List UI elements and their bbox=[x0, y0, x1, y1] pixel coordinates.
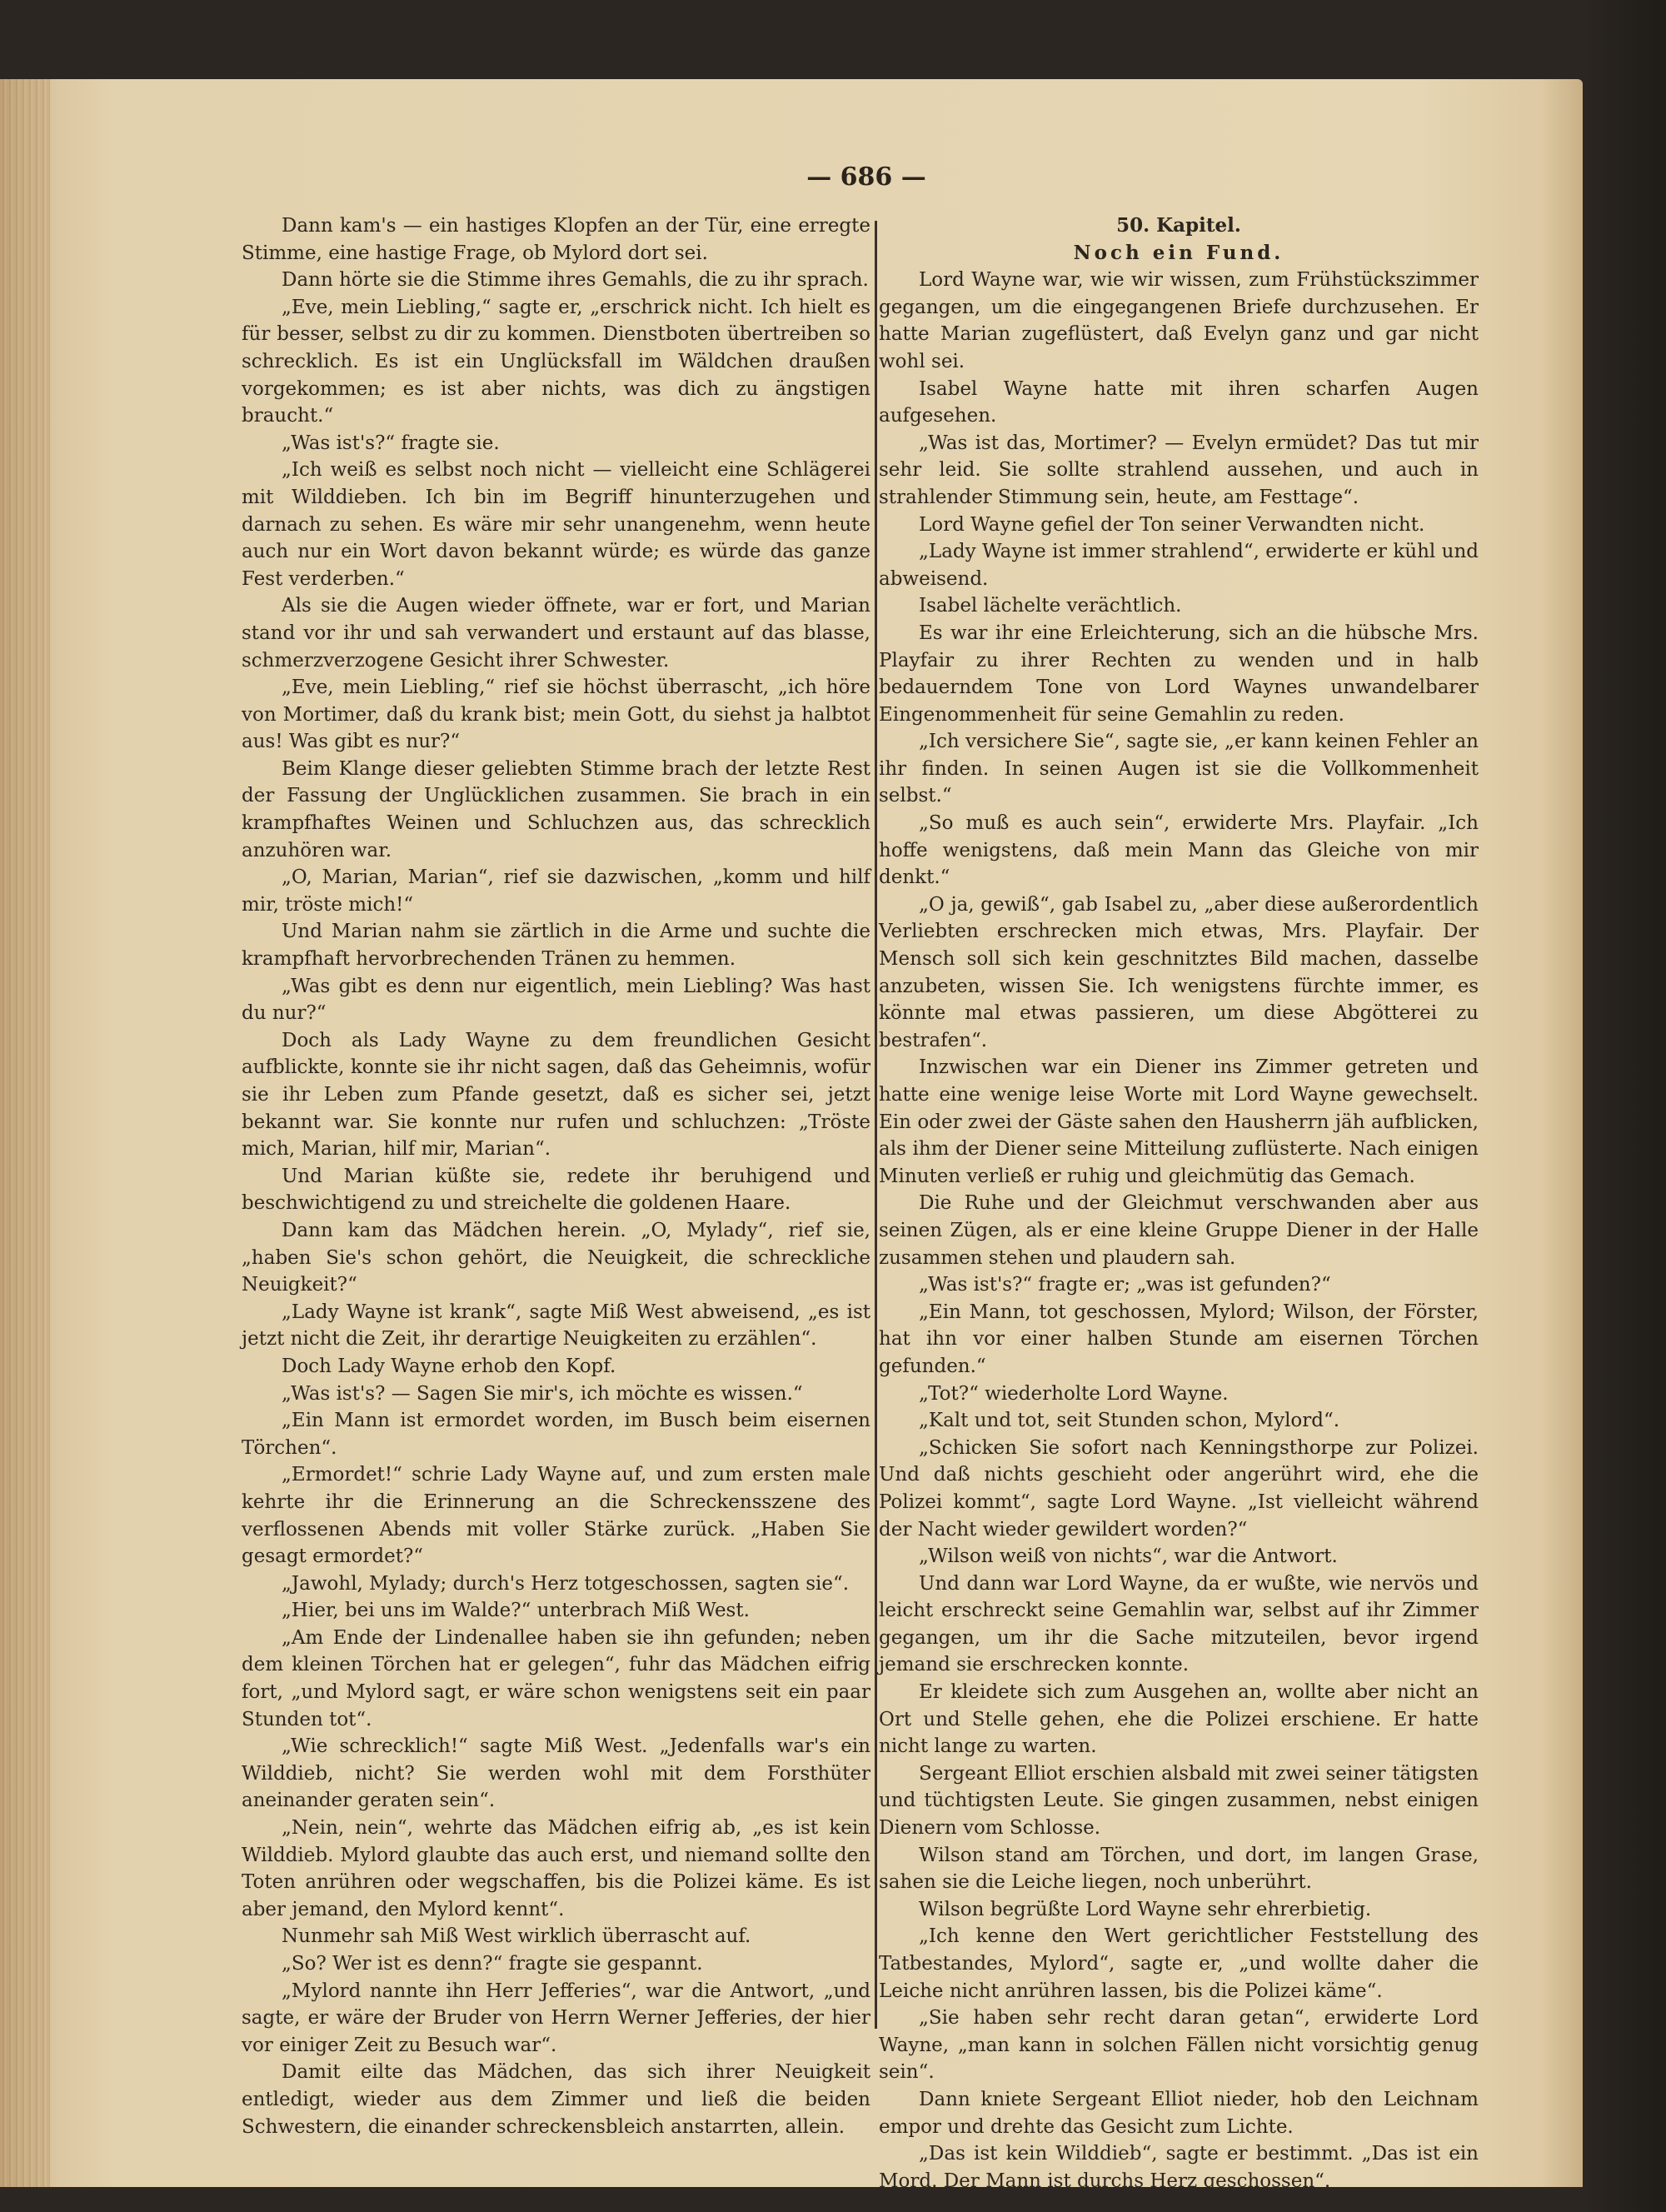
paragraph: „O ja, gewiß“, gab Isabel zu, „aber diese außerordentlich Verliebten erschrecken mich etwas, Mrs. Playfair. Der Mensch soll sich kein geschnitztes Bild machen, dasselbe anzubeten, wissen Sie. Ich wenigstens fürchte immer, es könnte mal etwas passieren, um diese Abgötterei zu bestrafen“. bbox=[879, 893, 1479, 1051]
paragraph: Und Marian nahm sie zärtlich in die Arme und suchte die krampfhaft hervorbrechenden Tränen zu hemmen. bbox=[242, 921, 870, 971]
chapter-number: 50. Kapitel. bbox=[1116, 214, 1241, 237]
paragraph: „Was ist's?“ fragte er; „was ist gefunden?“ bbox=[919, 1274, 1331, 1296]
paragraph: Beim Klange dieser geliebten Stimme brach der letzte Rest der Fassung der Unglücklichen zusammen. Sie brach in ein krampfhaftes Weinen und Schluchzen aus, das schrecklich anzuhören war. bbox=[242, 757, 870, 861]
paragraph: „O, Marian, Marian“, rief sie dazwischen, „komm und hilf mir, tröste mich!“ bbox=[242, 866, 870, 916]
paragraph: Dann hörte sie die Stimme ihres Gemahls, die zu ihr sprach. bbox=[282, 269, 869, 292]
paragraph: Und dann war Lord Wayne, da er wußte, wie nervös und leicht erschreckt seine Gemahlin war, selbst auf ihr Zimmer gegangen, um ihr die Sache mitzuteilen, bevor irgend jemand sie erschrecken konnte. bbox=[879, 1572, 1479, 1676]
paragraph: „Ich weiß es selbst noch nicht — vielleicht eine Schlägerei mit Wilddieben. Ich bin im Begriff hinunterzugehen und darnach zu sehen. Es wäre mir sehr unangenehm, wenn heute auch nur ein Wort davon bekannt würde; es würde das ganze Fest verderben.“ bbox=[242, 459, 870, 590]
paragraph: „Am Ende der Lindenallee haben sie ihn gefunden; neben dem kleinen Törchen hat er gelegen“, fuhr das Mädchen eifrig fort, „und Mylord sagt, er wäre schon wenigstens seit ein paar Stunden tot“. bbox=[242, 1626, 870, 1730]
paragraph: „Ich kenne den Wert gerichtlicher Feststellung des Tatbestandes, Mylord“, sagte er, „und wollte daher die Leiche nicht anrühren lassen, bis die Polizei käme“. bbox=[879, 1925, 1479, 2002]
paragraph: Dann kniete Sergeant Elliot nieder, hob den Leichnam empor und drehte das Gesicht zum Lichte. bbox=[879, 2088, 1479, 2138]
paragraph: „Das ist kein Wilddieb“, sagte er bestimmt. „Das ist ein Mord. Der Mann ist durchs Herz geschossen“. bbox=[879, 2143, 1479, 2192]
paragraph: „Ermordet!“ schrie Lady Wayne auf, und zum ersten male kehrte ihr die Erinnerung an die Schreckensszene des verflossenen Abends mit voller Stärke zurück. „Haben Sie gesagt ermordet?“ bbox=[242, 1464, 870, 1568]
paragraph: Lord Wayne gefiel der Ton seiner Verwandten nicht. bbox=[919, 513, 1425, 536]
page-edges bbox=[0, 79, 50, 2187]
paragraph: „Was ist's?“ fragte sie. bbox=[282, 432, 500, 454]
paragraph: „Ich versichere Sie“, sagte sie, „er kann keinen Fehler an ihr finden. In seinen Augen ist sie die Vollkommenheit selbst.“ bbox=[879, 731, 1479, 807]
chapter-title: Noch ein Fund. bbox=[1073, 241, 1284, 264]
paragraph: Isabel lächelte verächtlich. bbox=[919, 595, 1182, 617]
paragraph: Und Marian küßte sie, redete ihr beruhigend und beschwichtigend zu und streichelte die goldenen Haare. bbox=[242, 1165, 870, 1215]
paragraph: „Sie haben sehr recht daran getan“, erwiderte Lord Wayne, „man kann in solchen Fällen nicht vorsichtig genug sein“. bbox=[879, 2007, 1479, 2084]
paragraph: „Wilson weiß von nichts“, war die Antwort. bbox=[919, 1545, 1338, 1568]
paragraph: „So muß es auch sein“, erwiderte Mrs. Playfair. „Ich hoffe wenigstens, daß mein Mann das Gleiche von mir denkt.“ bbox=[879, 812, 1479, 889]
paragraph: „Was ist's? — Sagen Sie mir's, ich möchte es wissen.“ bbox=[282, 1382, 803, 1405]
paragraph: „Ein Mann, tot geschossen, Mylord; Wilson, der Förster, hat ihn vor einer halben Stunde am eisernen Törchen gefunden.“ bbox=[879, 1301, 1479, 1377]
paragraph: Sergeant Elliot erschien alsbald mit zwei seiner tätigsten und tüchtigsten Leute. Sie gingen zusammen, nebst einigen Dienern vom Schlosse. bbox=[879, 1762, 1479, 1840]
paragraph: Die Ruhe und der Gleichmut verschwanden aber aus seinen Zügen, als er eine kleine Gruppe Diener in der Halle zusammen stehen und plaudern sah. bbox=[879, 1192, 1479, 1269]
paragraph: Damit eilte das Mädchen, das sich ihrer Neuigkeit entledigt, wieder aus dem Zimmer und ließ die beiden Schwestern, die einander schreckensbleich anstarrten, allein. bbox=[242, 2061, 870, 2138]
paragraph: Lord Wayne war, wie wir wissen, zum Frühstückszimmer gegangen, um die eingegangenen Briefe durchzusehen. Er hatte Marian zugeflüstert, daß Evelyn ganz und gar nicht wohl sei. bbox=[879, 269, 1479, 372]
paragraph: „Lady Wayne ist krank“, sagte Miß West abweisend, „es ist jetzt nicht die Zeit, ihr derartige Neuigkeiten zu erzählen“. bbox=[242, 1301, 870, 1351]
paragraph: Er kleidete sich zum Ausgehen an, wollte aber nicht an Ort und Stelle gehen, ehe die Polizei erschiene. Er hatte nicht lange zu warten. bbox=[879, 1681, 1479, 1758]
paragraph: „Tot?“ wiederholte Lord Wayne. bbox=[919, 1382, 1229, 1405]
paragraph: „Hier, bei uns im Walde?“ unterbrach Miß West. bbox=[282, 1600, 750, 1622]
paragraph: Wilson begrüßte Lord Wayne sehr ehrerbietig. bbox=[919, 1898, 1372, 1920]
paragraph: „Jawohl, Mylady; durch's Herz totgeschossen, sagten sie“. bbox=[282, 1572, 850, 1595]
paragraph: Dann kam das Mädchen herein. „O, Mylady“, rief sie, „haben Sie's schon gehört, die Neuigkeit, die schreckliche Neuigkeit?“ bbox=[242, 1219, 870, 1296]
page-number: — 686 — bbox=[806, 162, 926, 192]
paragraph: „Was ist das, Mortimer? — Evelyn ermüdet? Das tut mir sehr leid. Sie sollte strahlend aussehen, und auch in strahlender Stimmung sein, heute, am Festtage“. bbox=[879, 432, 1479, 508]
paragraph: Als sie die Augen wieder öffnete, war er fort, und Marian stand vor ihr und sah verwandert und erstaunt auf das blasse, schmerzverzogene Gesicht ihrer Schwester. bbox=[242, 595, 870, 672]
paragraph: Dann kam's — ein hastiges Klopfen an der Tür, eine erregte Stimme, eine hastige Frage, ob Mylord dort sei. bbox=[242, 215, 870, 264]
paragraph: „Mylord nannte ihn Herr Jefferies“, war die Antwort, „und sagte, er wäre der Bruder von Herrn Werner Jefferies, der hier vor einiger Zeit zu Besuch war“. bbox=[242, 1980, 870, 2056]
paragraph: Isabel Wayne hatte mit ihren scharfen Augen aufgesehen. bbox=[879, 377, 1479, 427]
paragraph: Es war ihr eine Erleichterung, sich an die hübsche Mrs. Playfair zu ihrer Rechten zu wenden und in halb bedauerndem Tone von Lord Waynes unwandelbarer Eingenommenheit für seine Gemahlin zu reden. bbox=[879, 622, 1479, 726]
paragraph: Doch Lady Wayne erhob den Kopf. bbox=[282, 1355, 616, 1377]
paragraph: Nunmehr sah Miß West wirklich überrascht auf. bbox=[282, 1925, 751, 1948]
paragraph: „Lady Wayne ist immer strahlend“, erwiderte er kühl und abweisend. bbox=[879, 541, 1479, 590]
paragraph: „Eve, mein Liebling,“ sagte er, „erschrick nicht. Ich hielt es für besser, selbst zu dir zu kommen. Dienstboten übertreiben so schrecklich. Es ist ein Unglücksfall im Wäldchen draußen vorgekommen; es ist aber nichts, was dich zu ängstigen braucht.“ bbox=[242, 296, 870, 427]
paragraph: Inzwischen war ein Diener ins Zimmer getreten und hatte eine wenige leise Worte mit Lord Wayne gewechselt. Ein oder zwei der Gäste sahen den Hausherrn jäh aufblicken, als ihm der Diener seine Mitteilung zuflüsterte. Nach einigen Minuten verließ er ruhig und gleichmütig das Gemach. bbox=[879, 1056, 1479, 1187]
paragraph: „Nein, nein“, wehrte das Mädchen eifrig ab, „es ist kein Wilddieb. Mylord glaubte das auch erst, und niemand sollte den Toten anrühren oder wegschaffen, bis die Polizei käme. Es ist aber jemand, den Mylord kennt“. bbox=[242, 1817, 870, 1920]
paragraph: „Schicken Sie sofort nach Kenningsthorpe zur Polizei. Und daß nichts geschieht oder angerührt wird, ehe die Polizei kommt“, sagte Lord Wayne. „Ist vielleicht während der Nacht wieder gewildert worden?“ bbox=[879, 1436, 1479, 1540]
left-column bbox=[242, 212, 870, 2140]
paragraph: „So? Wer ist es denn?“ fragte sie gespannt. bbox=[282, 1953, 703, 1975]
paragraph: „Was gibt es denn nur eigentlich, mein Liebling? Was hast du nur?“ bbox=[242, 975, 870, 1025]
paragraph: Wilson stand am Törchen, und dort, im langen Grase, sahen sie die Leiche liegen, noch unberührt. bbox=[879, 1844, 1479, 1894]
paragraph: Doch als Lady Wayne zu dem freundlichen Gesicht aufblickte, konnte sie ihr nicht sagen, daß das Geheimnis, wofür sie ihr Leben zum Pfande gesetzt, daß es sicher sei, jetzt bekannt war. Sie konnte nur rufen und schluchzen: „Tröste mich, Marian, hilf mir, Marian“. bbox=[242, 1029, 870, 1161]
paragraph: „Kalt und tot, seit Stunden schon, Mylord“. bbox=[919, 1410, 1340, 1432]
paragraph: „Eve, mein Liebling,“ rief sie höchst überrascht, „ich höre von Mortimer, daß du krank bist; mein Gott, du siehst ja halbtot aus! Was gibt es nur?“ bbox=[242, 677, 870, 753]
paragraph: „Ein Mann ist ermordet worden, im Busch beim eisernen Törchen“. bbox=[242, 1410, 870, 1459]
right-column bbox=[879, 212, 1479, 2195]
book-spine bbox=[1583, 0, 1666, 2212]
paragraph: „Wie schrecklich!“ sagte Miß West. „Jedenfalls war's ein Wilddieb, nicht? Sie werden wohl mit dem Forsthüter aneinander geraten sein“. bbox=[242, 1735, 870, 1812]
column-divider bbox=[875, 221, 877, 2029]
